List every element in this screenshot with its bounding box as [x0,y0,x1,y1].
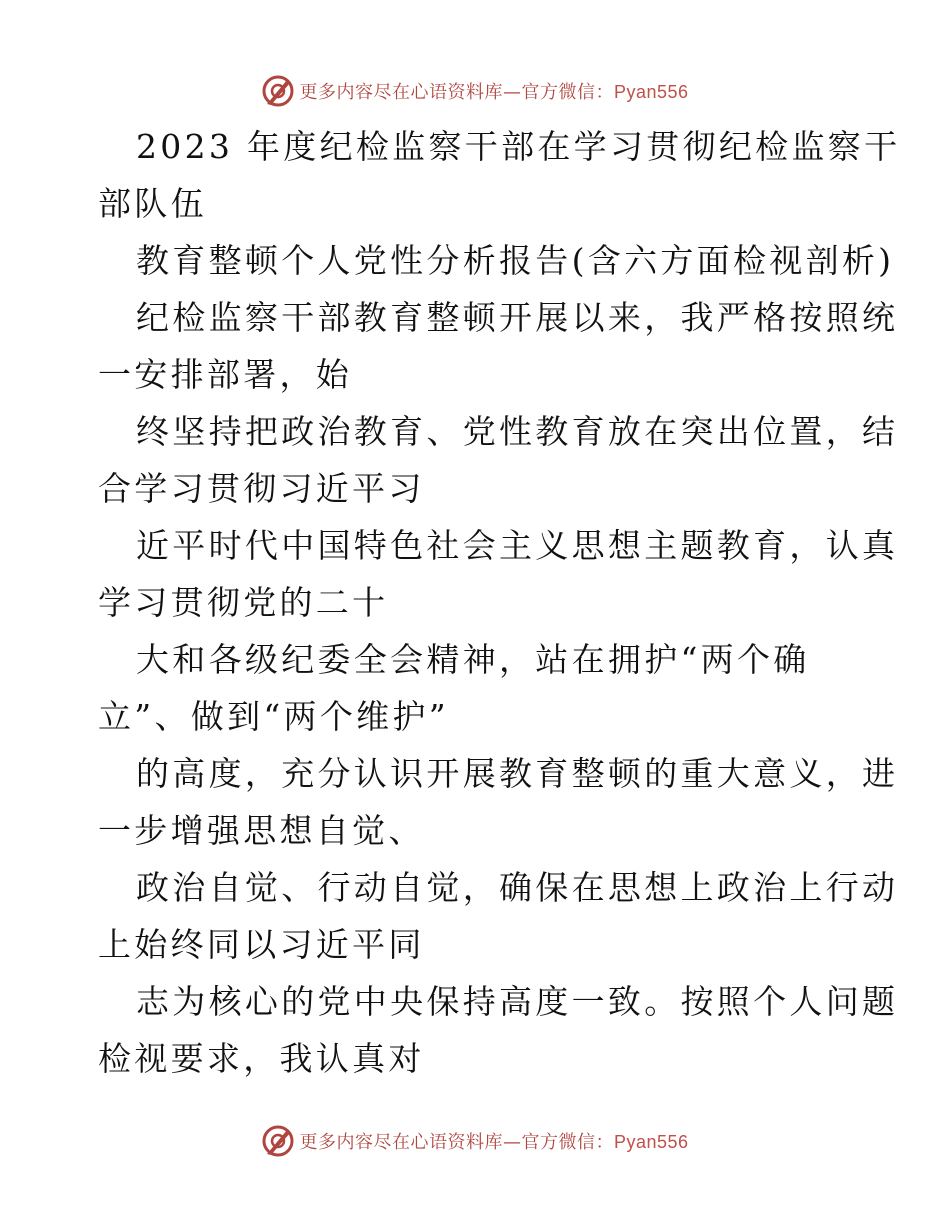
header-watermark [0,74,950,108]
watermark-main: 更多内容尽在心语资料库 [299,1132,503,1153]
watermark-separator: — [502,1132,522,1153]
document-line: 2023 年度纪检监察干部在学习贯彻纪检监察干 [136,127,901,166]
document-line: 政治自觉、行动自觉，确保在思想上政治上行动 [136,868,899,907]
watermark-main: 更多内容尽在心语资料库 [299,82,503,103]
document-body [98,118,901,1087]
document-line: 终坚持把政治教育、党性教育放在突出位置，结 [136,412,899,451]
document-line: 一安排部署，始 [98,355,353,394]
document-line: 大和各级纪委全会精神，站在拥护“两个确 [136,640,810,679]
footer-watermark [0,1124,950,1158]
document-line: 纪检监察干部教育整顿开展以来，我严格按照统 [136,298,899,337]
document-line: 一步增强思想自觉、 [98,811,425,850]
document-line: 检视要求，我认真对 [98,1039,425,1078]
watermark-text [299,1128,688,1154]
document-line: 立”、做到“两个维护” [98,697,449,736]
watermark-separator: — [502,82,522,103]
document-line: 上始终同以习近平同 [98,925,425,964]
quill-logo-icon [261,1124,295,1158]
document-line: 教育整顿个人党性分析报告(含六方面检视剖析) [136,241,895,280]
watermark-official: 官方微信： [521,82,614,103]
quill-logo-icon [261,74,295,108]
watermark-text [299,78,688,104]
watermark-official: 官方微信： [521,1132,614,1153]
document-line: 合学习贯彻习近平习 [98,469,425,508]
document-line: 志为核心的党中央保持高度一致。按照个人问题 [136,982,899,1021]
document-line: 近平时代中国特色社会主义思想主题教育，认真 [136,526,899,565]
watermark-handle: Pyan556 [613,1132,689,1152]
watermark-handle: Pyan556 [613,82,689,102]
document-line: 部队伍 [98,184,207,223]
document-line: 学习贯彻党的二十 [98,583,389,622]
document-line: 的高度，充分认识开展教育整顿的重大意义，进 [136,754,899,793]
